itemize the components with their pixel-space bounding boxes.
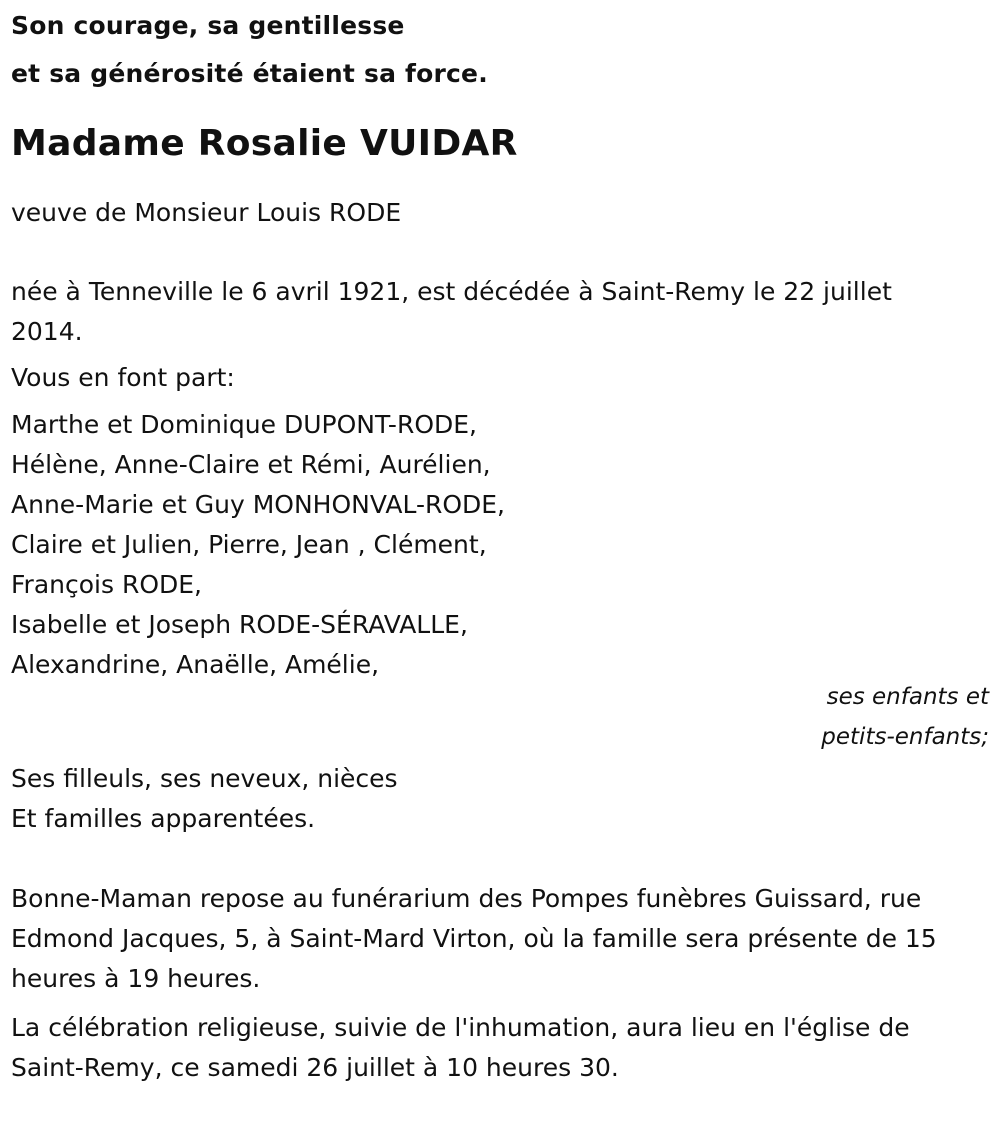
family-caption-line-1: ses enfants et (826, 684, 989, 710)
funeral-home-line-2: Edmond Jacques, 5, à Saint-Mard Virton, où la famille sera présente de 15 (11, 924, 937, 953)
family-member-line: Hélène, Anne-Claire et Rémi, Aurélien, (11, 450, 491, 479)
quote-line-2: et sa générosité étaient sa force. (11, 59, 488, 88)
ceremony-block (11, 999, 989, 1088)
ceremony-line-2: Saint-Remy, ce samedi 26 juillet à 10 heures 30. (11, 1053, 619, 1082)
announcement-text: Vous en font part: (11, 363, 235, 392)
widow-of-text: veuve de Monsieur Louis RODE (11, 198, 402, 227)
family-caption (11, 677, 989, 757)
family-member-line: Marthe et Dominique DUPONT-RODE, (11, 410, 477, 439)
funeral-home-block (11, 839, 989, 999)
family-caption-line-2: petits-enfants; (821, 724, 989, 750)
ceremony-line-1: La célébration religieuse, suivie de l'inhumation, aura lieu en l'église de (11, 1013, 910, 1042)
family-member-line: Alexandrine, Anaëlle, Amélie, (11, 650, 380, 679)
relatives-line-1: Ses filleuls, ses neveux, nièces (11, 764, 398, 793)
deceased-name: Madame Rosalie VUIDAR (11, 123, 518, 164)
relatives-line-2: Et familles apparentées. (11, 804, 316, 833)
birth-death-line-1: née à Tenneville le 6 avril 1921, est décédée à Saint-Remy le 22 juillet (11, 277, 892, 306)
relatives-block (11, 757, 989, 839)
quote-block (11, 0, 989, 98)
quote-line-1: Son courage, sa gentillesse (11, 11, 405, 40)
family-member-line: Anne-Marie et Guy MONHONVAL-RODE, (11, 490, 506, 519)
family-list (11, 398, 989, 685)
birth-death-line-2: 2014. (11, 317, 83, 346)
funeral-home-line-1: Bonne-Maman repose au funérarium des Pompes funèbres Guissard, rue (11, 884, 922, 913)
family-member-line: Claire et Julien, Pierre, Jean , Clément, (11, 530, 487, 559)
birth-death-block (11, 233, 989, 352)
family-member-line: Isabelle et Joseph RODE-SÉRAVALLE, (11, 610, 468, 639)
funeral-home-line-3: heures à 19 heures. (11, 964, 261, 993)
family-member-line: François RODE, (11, 570, 203, 599)
